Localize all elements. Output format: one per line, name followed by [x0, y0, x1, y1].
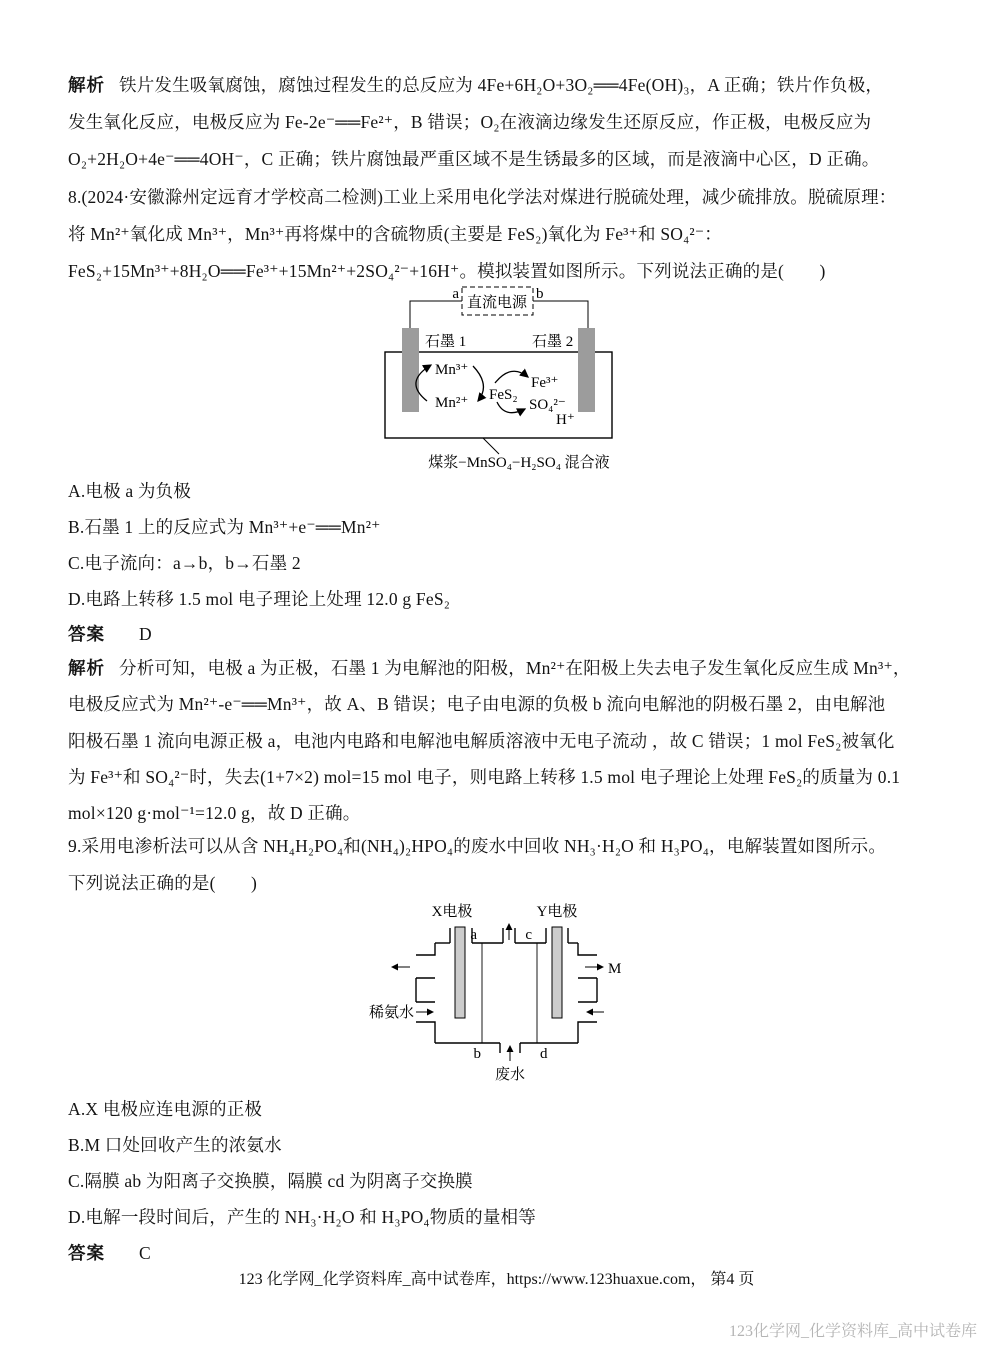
- y-electrode: [552, 927, 562, 1018]
- so4-label: SO₄²⁻: [529, 397, 566, 413]
- wire-right: [533, 301, 588, 329]
- fe3-label: Fe³⁺: [531, 375, 559, 391]
- q9-electrodialysis-diagram: [360, 900, 660, 1085]
- q9-stem-line-1: 9.采用电渗析法可以从含 NH₄H₂PO₄和(NH₄)₂HPO₄的废水中回收 NH₃·H₂O 和 H₃PO₄，电解装置如图所示。: [68, 836, 887, 856]
- membrane-c-label: c: [525, 927, 532, 943]
- solution-pointer-line: [483, 438, 499, 454]
- answer-label: 答案: [68, 624, 105, 644]
- q8-analysis-line-3: 阳极石墨 1 流向电源正极 a，电池内电路和电解池电解质溶液中无电子流动 ，故 C 错误；1 mol FeS₂被氧化: [68, 731, 895, 751]
- q8-answer-line: [68, 622, 152, 646]
- fes2-to-fe3-arrow: [495, 371, 528, 383]
- q8-option-d: D.电路上转移 1.5 mol 电子理论上处理 12.0 g FeS₂: [68, 589, 451, 609]
- q8-analysis-line-4: 为 Fe³⁺和 SO₄²⁻时，失去(1+7×2) mol=15 mol 电子，则电路上转移 1.5 mol 电子理论上处理 FeS₂的质量为 0.1: [68, 767, 901, 787]
- wastewater-label: 废水: [494, 1067, 526, 1083]
- q8-option-b: B.石墨 1 上的反应式为 Mn³⁺+e⁻══Mn²⁺: [68, 517, 381, 537]
- q9-option-c: C.隔膜 ab 为阳离子交换膜，隔膜 cd 为阴离子交换膜: [68, 1171, 473, 1191]
- graphite1-label: 石墨 1: [425, 334, 467, 350]
- q8-stem-line-1: 8.(2024·安徽滁州定远育才学校高二检测)工业上采用电化学法对煤进行脱硫处理，减少硫排放。脱硫原理：: [68, 187, 897, 207]
- q8-answer-value: D: [139, 624, 152, 644]
- cell-right-wall: [578, 943, 597, 1043]
- m-label: M: [608, 961, 622, 977]
- site-watermark: 123化学网_化学资料库_高中试卷库: [728, 1323, 977, 1340]
- x-electrode-label: X电极: [431, 904, 473, 920]
- membrane-d-label: d: [540, 1046, 548, 1062]
- h-label: H⁺: [556, 412, 575, 428]
- analysis-label: 解析: [68, 75, 105, 95]
- fes2-label: FeS₂: [489, 387, 518, 403]
- dc-power-label: 直流电源: [466, 295, 528, 311]
- mn-cycle-down-arrow: [473, 366, 483, 401]
- q7-analysis-line-3: O₂+2H₂O+4e⁻══4OH⁻，C 正确；铁片腐蚀最严重区域不是生锈最多的区域，而是液滴中心区，D 正确。: [68, 149, 880, 169]
- fes2-to-so4-arrow: [497, 402, 525, 413]
- wire-left: [410, 301, 462, 329]
- q8-stem-line-3: FeS₂+15Mn³⁺+8H₂O══Fe³⁺+15Mn²⁺+2SO₄²⁻+16H⁺。模拟装置如图所示。下列说法正确的是( ): [68, 261, 826, 281]
- mn2-label: Mn²⁺: [435, 395, 469, 411]
- q9-option-d: D.电解一段时间后，产生的 NH₃·H₂O 和 H₃PO₄物质的量相等: [68, 1207, 536, 1227]
- q8-stem-line-2: 将 Mn²⁺氧化成 Mn³⁺，Mn³⁺再将煤中的含硫物质(主要是 FeS₂)氧化为 Fe³⁺和 SO₄²⁻：: [68, 224, 722, 244]
- q8-electrolysis-diagram: [383, 283, 645, 475]
- analysis-label: 解析: [68, 658, 105, 678]
- membrane-b-label: b: [473, 1046, 481, 1062]
- q8-option-a: A.电极 a 为负极: [68, 481, 192, 501]
- q9-option-a: A.X 电极应连电源的正极: [68, 1099, 263, 1119]
- q9-option-b: B.M 口处回收产生的浓氨水: [68, 1135, 282, 1155]
- y-electrode-label: Y电极: [536, 904, 578, 920]
- answer-label: 答案: [68, 1243, 105, 1263]
- x-electrode: [455, 927, 465, 1018]
- terminal-a-label: a: [452, 286, 459, 302]
- q9-answer-line: [68, 1241, 151, 1265]
- page-footer: 123 化学网_化学资料库_高中试卷库，https://www.123huaxue.com， 第4 页: [238, 1271, 755, 1288]
- cell-left-wall: [416, 943, 435, 1043]
- q9-stem-line-2: 下列说法正确的是( ): [68, 873, 258, 893]
- graphite2-electrode: [578, 328, 595, 412]
- dilute-ammonia-label: 稀氨水: [368, 1005, 414, 1021]
- cell-bottom-wall: [435, 1043, 578, 1053]
- graphite1-electrode: [402, 328, 419, 412]
- graphite2-label: 石墨 2: [532, 334, 574, 350]
- q8-analysis-line-5: mol×120 g·mol⁻¹=12.0 g，故 D 正确。: [68, 803, 361, 823]
- terminal-b-label: b: [536, 286, 544, 302]
- q8-analysis-line-2: 电极反应式为 Mn²⁺-e⁻══Mn³⁺，故 A、B 错误；电子由电源的负极 b 流向电解池的阴极石墨 2，由电解池: [68, 694, 886, 714]
- q8-option-c: C.电子流向：a→b，b→石墨 2: [68, 553, 301, 573]
- membrane-a-label: a: [470, 927, 477, 943]
- q9-answer-value: C: [139, 1243, 151, 1263]
- q7-analysis-line-1: 解析 铁片发生吸氧腐蚀，腐蚀过程发生的总反应为 4Fe+6H₂O+3O₂══4Fe(OH)₃，A 正确；铁片作负极，: [68, 75, 884, 95]
- mn3-label: Mn³⁺: [435, 362, 469, 378]
- solution-label: 煤浆−MnSO₄−H₂SO₄ 混合液: [428, 455, 610, 471]
- q7-analysis-line-2: 发生氧化反应，电极反应为 Fe-2e⁻══Fe²⁺，B 错误；O₂在液滴边缘发生还原反应，作正极，电极反应为: [68, 112, 872, 132]
- q8-analysis-line-1: 解析 分析可知，电极 a 为正极，石墨 1 为电解池的阳极，Mn²⁺在阳极上失去电子发生氧化反应生成 Mn³⁺，: [68, 658, 911, 678]
